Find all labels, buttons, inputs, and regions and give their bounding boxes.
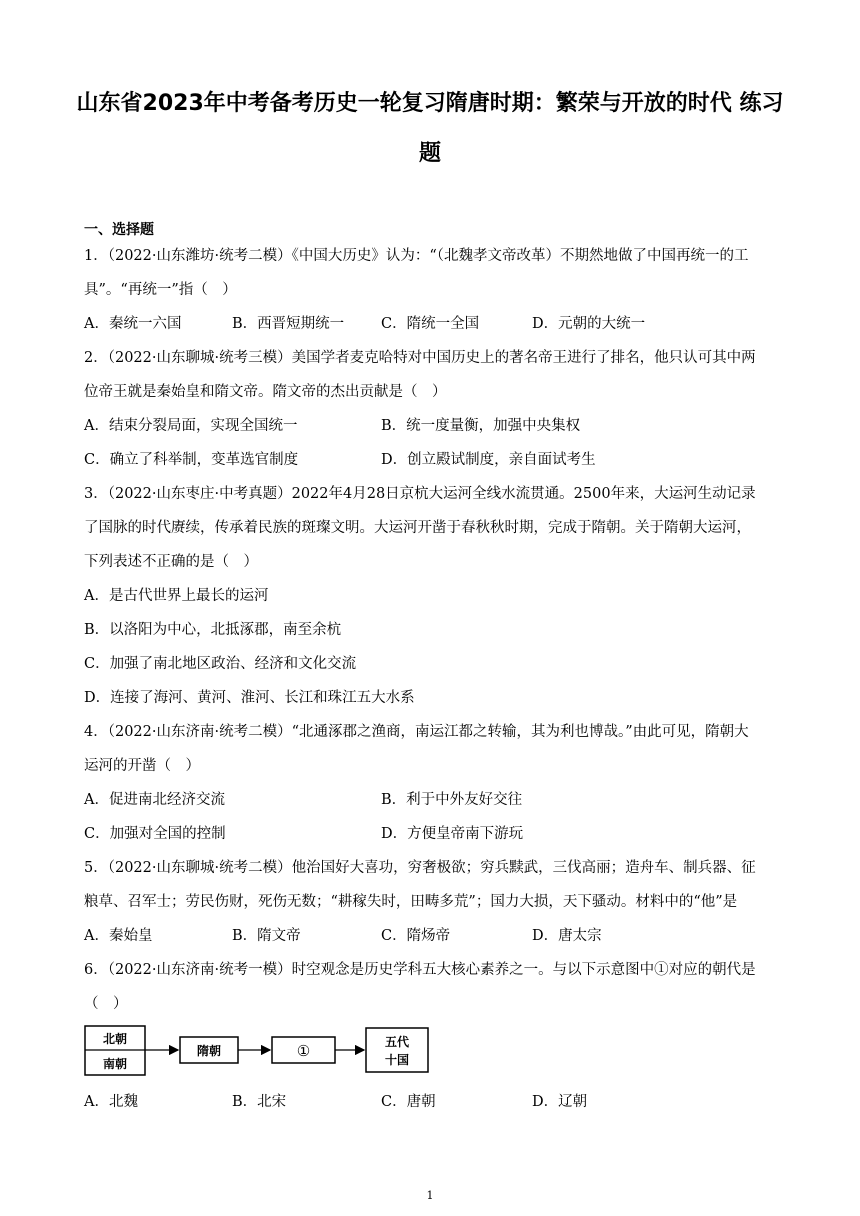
box-north-south-dynasties — [85, 1026, 145, 1075]
question-2-line-2: 位帝王就是秦始皇和隋文帝。隋文帝的杰出贡献是（ ） — [84, 384, 447, 400]
question-6-option-c: C．唐朝 — [381, 1094, 436, 1110]
document-title-line-2: 题 — [418, 141, 441, 166]
question-5-option-d: D．唐太宗 — [532, 928, 602, 944]
diagram-label-five-dynasties: 五代 — [384, 1035, 410, 1049]
question-5-option-c: C．隋炀帝 — [381, 928, 451, 944]
question-5-line-1: 5．（2022·山东聊城·统考二模）他治国好大喜功，穷奢极欲；穷兵黩武，三伐高丽；造舟车、制兵器、征 — [84, 860, 756, 876]
diagram-label-circled-one: ① — [296, 1042, 311, 1060]
question-3-line-2: 了国脉的时代赓续，传承着民族的斑璨文明。大运河开凿于春秋秋时期，完成于隋朝。关于隋朝大运河， — [84, 520, 751, 536]
box-sui-dynasty — [180, 1037, 238, 1063]
question-1-option-c: C．隋统一全国 — [381, 316, 480, 332]
question-1-option-a: A．秦统一六国 — [84, 316, 182, 332]
box-unknown-dynasty — [272, 1037, 335, 1063]
question-6-option-d: D．辽朝 — [532, 1094, 588, 1110]
diagram-label-north: 北朝 — [102, 1032, 128, 1046]
document-title-line-1: 山东省2023年中考备考历史一轮复习隋唐时期：繁荣与开放的时代 练习 — [76, 91, 784, 116]
question-6-option-a: A．北魏 — [84, 1094, 138, 1110]
question-1-line-1: 1．（2022·山东潍坊·统考二模）《中国大历史》认为：“（北魏孝文帝改革）不期然地做了中国再统一的工 — [84, 248, 749, 264]
question-4-option-d: D．方便皇帝南下游玩 — [381, 826, 524, 842]
question-2-line-1: 2．（2022·山东聊城·统考三模）美国学者麦克哈特对中国历史上的著名帝王进行了排名，他只认可其中两 — [84, 350, 756, 366]
question-5-option-a: A．秦始皇 — [84, 928, 153, 944]
page-number: 1 — [426, 1189, 434, 1202]
question-2-option-a: A．结束分裂局面，实现全国统一 — [84, 418, 298, 434]
question-1-line-2: 具”。“再统一”指（ ） — [84, 282, 237, 298]
question-6-line-2: （ ） — [84, 996, 128, 1012]
question-3-option-d: D．连接了海河、黄河、淮河、长江和珠江五大水系 — [84, 690, 415, 706]
question-3-line-1: 3．（2022·山东枣庄·中考真题）2022年4月28日京杭大运河全线水流贯通。2500年来，大运河生动记录 — [84, 486, 756, 502]
question-1-option-b: B．西晋短期统一 — [232, 316, 345, 332]
question-4-line-1: 4．（2022·山东济南·统考二模）“北通涿郡之渔商，南运江都之转输，其为利也博哉。”由此可见，隋朝大 — [84, 724, 749, 740]
question-3-line-3: 下列表述不正确的是（ ） — [84, 554, 258, 570]
question-1-option-d: D．元朝的大统一 — [532, 316, 646, 332]
question-5-option-b: B．隋文帝 — [232, 928, 301, 944]
question-4-option-b: B．利于中外友好交往 — [381, 792, 523, 808]
diagram-label-ten-kingdoms: 十国 — [384, 1053, 410, 1067]
section-heading: 一、选择题 — [84, 222, 154, 238]
question-2-option-d: D．创立殿试制度，亲自面试考生 — [381, 452, 596, 468]
question-4-option-c: C．加强对全国的控制 — [84, 826, 226, 842]
question-2-option-c: C．确立了科举制，变革选官制度 — [84, 452, 299, 468]
dynasty-sequence-diagram — [84, 1025, 434, 1081]
question-4-line-2: 运河的开凿（ ） — [84, 758, 200, 774]
question-6-line-1: 6．（2022·山东济南·统考一模）时空观念是历史学科五大核心素养之一。与以下示意图中①对应的朝代是 — [84, 962, 756, 978]
question-3-option-c: C．加强了南北地区政治、经济和文化交流 — [84, 656, 357, 672]
question-5-line-2: 粮草、召军士；劳民伤财，死伤无数；“耕稼失时，田畴多荒”；国力大损，天下骚动。材料中的“他”是 — [84, 894, 738, 910]
box-five-dynasties-ten-kingdoms — [366, 1028, 428, 1072]
question-4-option-a: A．促进南北经济交流 — [84, 792, 225, 808]
question-2-option-b: B．统一度量衡，加强中央集权 — [381, 418, 581, 434]
question-6-option-b: B．北宋 — [232, 1094, 287, 1110]
question-3-option-a: A．是古代世界上最长的运河 — [84, 588, 269, 604]
question-3-option-b: B．以洛阳为中心，北抵涿郡，南至余杭 — [84, 622, 342, 638]
diagram-label-south: 南朝 — [102, 1057, 128, 1071]
diagram-label-sui: 隋朝 — [196, 1044, 222, 1058]
